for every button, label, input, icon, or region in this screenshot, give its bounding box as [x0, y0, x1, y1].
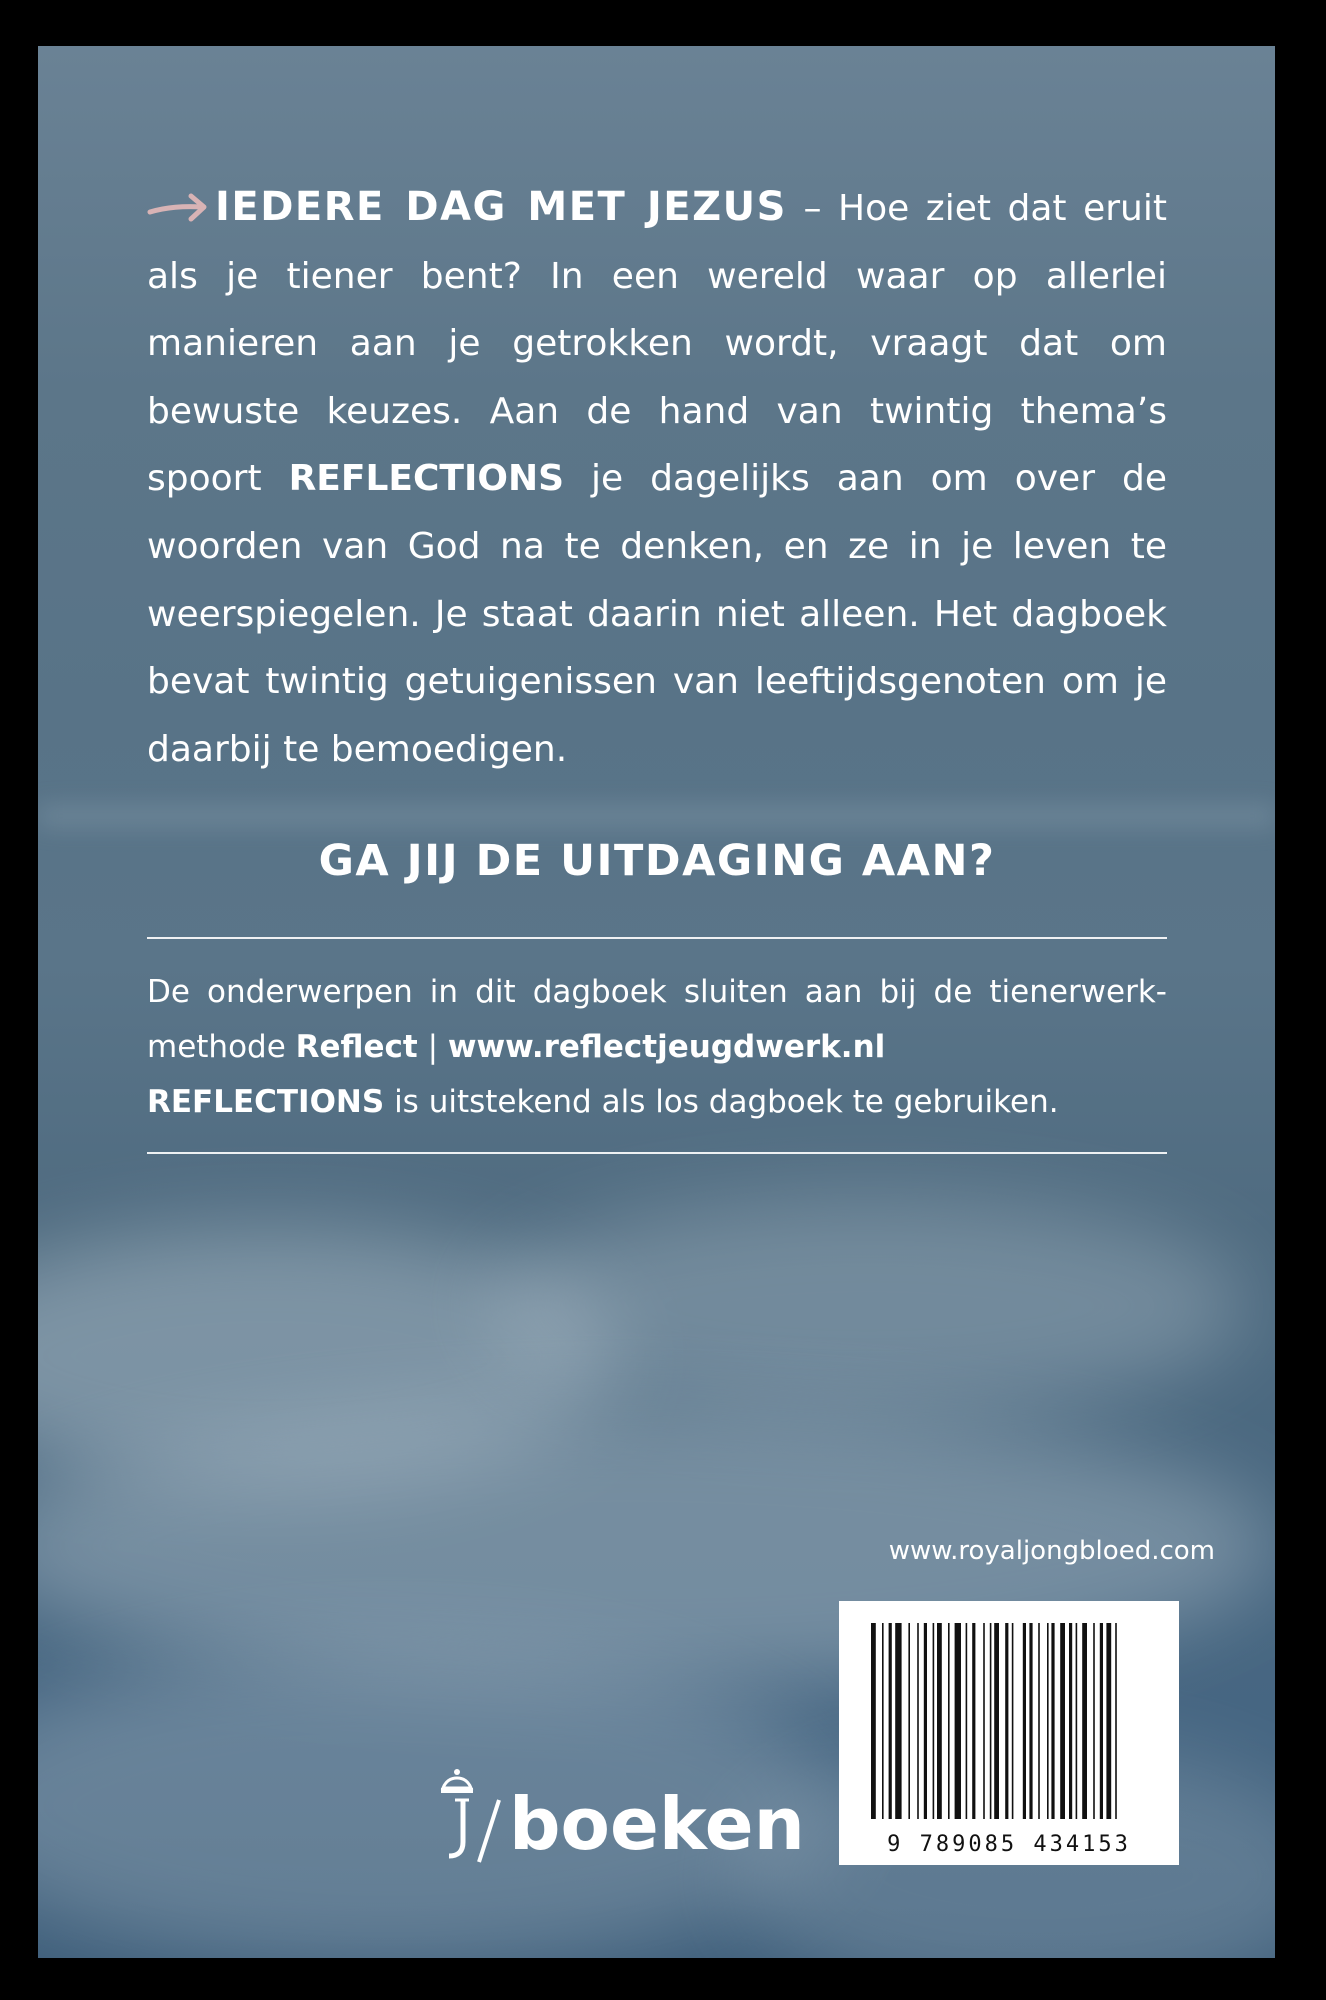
publisher-logo-text: boeken [509, 1782, 805, 1866]
barcode-bar [1005, 1623, 1008, 1819]
barcode-bar [882, 1623, 884, 1819]
book-back-cover [38, 46, 1275, 1958]
isbn-number: 9 789085 434153 [887, 1832, 1131, 1857]
crown-j-logo-icon [433, 1766, 503, 1864]
barcode-bar [924, 1623, 927, 1819]
barcode-bar [871, 1623, 876, 1819]
cloud-layer [488, 1196, 1248, 1416]
barcode-bar [990, 1623, 992, 1819]
barcode-bar [1076, 1623, 1078, 1819]
info-line-2 [147, 1020, 1167, 1075]
info-brand: REFLECTIONS [147, 1084, 385, 1121]
barcode-bar [917, 1623, 919, 1819]
barcode-bar [1082, 1623, 1087, 1819]
barcode-bar [895, 1623, 901, 1819]
info-line-3 [147, 1075, 1167, 1130]
barcode-bar [1115, 1623, 1117, 1819]
barcode-bar [1060, 1623, 1065, 1819]
intro-text-part1: – Hoe ziet dat eruit als je tiener bent? In een wereld waar op allerlei manieren aan je getrokken wordt, vraagt dat om bewuste keuzes. Aan de hand van twintig thema’s spoort [147, 188, 1167, 500]
back-cover-text [147, 174, 1167, 1154]
barcode-bars [869, 1623, 1151, 1819]
barcode-bar [1051, 1623, 1054, 1819]
barcode-bar [972, 1623, 975, 1819]
barcode-bar [1093, 1623, 1095, 1819]
barcode-bar [937, 1623, 942, 1819]
barcode-bar [933, 1623, 935, 1819]
barcode-bar [966, 1623, 968, 1819]
barcode-bar [955, 1623, 961, 1819]
intro-paragraph [147, 174, 1167, 783]
isbn-barcode [839, 1601, 1179, 1865]
barcode-bar [1069, 1623, 1072, 1819]
arrow-icon [147, 190, 209, 224]
barcode-bar [1106, 1623, 1111, 1819]
info-line-3-rest: is uitstekend als los dagboek te gebruiken. [384, 1084, 1059, 1121]
barcode-bar [983, 1623, 985, 1819]
barcode-bar [1038, 1623, 1040, 1819]
divider-bottom [147, 1152, 1167, 1154]
barcode-bar [1100, 1623, 1103, 1819]
method-name: Reflect [295, 1029, 418, 1066]
challenge-question: GA JIJ DE UITDAGING AAN? [318, 836, 996, 887]
barcode-bar [948, 1623, 950, 1819]
barcode-bar [889, 1623, 892, 1819]
info-line-2-prefix: methode [147, 1029, 296, 1066]
reflect-website-link[interactable]: www.reflectjeugdwerk.nl [447, 1029, 886, 1066]
info-separator: | [417, 1029, 448, 1066]
barcode-bar [1023, 1623, 1026, 1819]
intro-text-part2: je dagelijks aan om over de woorden van God na te denken, en ze in je leven te weerspiegelen. Je staat daarin niet alleen. Het dagboek bevat twintig getuigenissen van leeftijdsgenoten om je daarbij te bemoedigen. [147, 458, 1167, 770]
barcode-bar [1029, 1623, 1032, 1819]
publisher-website[interactable]: www.royaljongbloed.com [888, 1536, 1215, 1566]
barcode-bar [994, 1623, 999, 1819]
publisher-logo [433, 1766, 805, 1864]
barcode-bar [908, 1623, 910, 1819]
info-block [147, 965, 1167, 1130]
divider-top [147, 937, 1167, 939]
info-line-1: De onderwerpen in dit dagboek sluiten aan bij de tienerwerk- [147, 974, 1167, 1011]
barcode-bar [1012, 1623, 1014, 1819]
barcode-bar [1047, 1623, 1049, 1819]
intro-lead: IEDERE DAG MET JEZUS [215, 184, 787, 230]
intro-brand: REFLECTIONS [288, 458, 565, 500]
